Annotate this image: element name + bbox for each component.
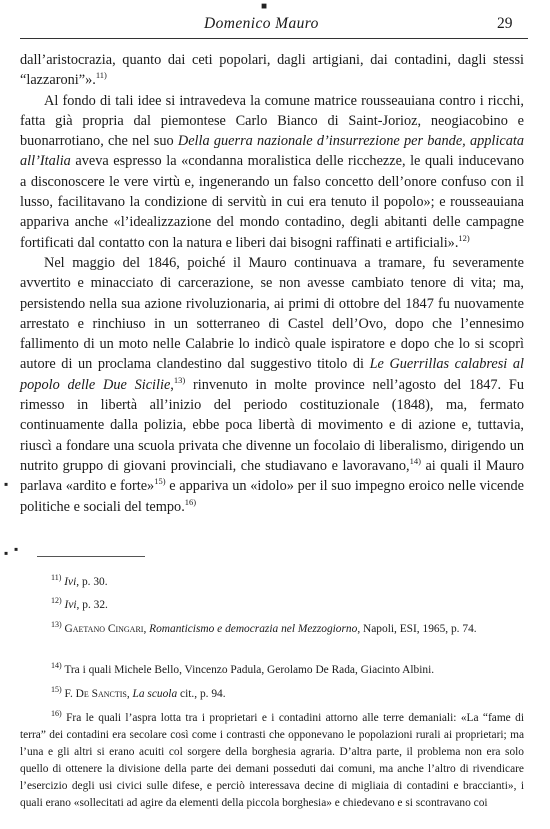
page-number: 29 [497, 15, 513, 32]
footnote-lead [20, 620, 62, 635]
text-run: e appariva un «idolo» per il suo impegno eroico nelle vicende politiche e sociali del tempo. [20, 478, 524, 515]
footnote-number: 12) [51, 596, 62, 606]
header-dot-mark: ■ [261, 1, 268, 12]
note-reference: 15) [154, 476, 166, 487]
text-run: Ivi [64, 599, 77, 611]
footnote-number: 13) [51, 620, 62, 630]
margin-bullet-mark: ▪ [14, 542, 19, 556]
footnote-11 [20, 574, 524, 591]
paragraph-2 [20, 91, 524, 253]
note-reference: 16) [184, 496, 197, 507]
text-run: Le Guerrillas calabresi al popolo delle Due Sicilie [20, 356, 524, 393]
text-run: , [143, 623, 150, 635]
running-head: Domenico Mauro [204, 15, 319, 32]
text-run: La scuola [132, 688, 178, 700]
body-text [20, 50, 524, 517]
text-run: , Napoli, ESI, 1965, p. 74. [357, 623, 477, 635]
footnote-number: 16) [51, 709, 62, 719]
footnote-lead [20, 709, 62, 724]
footnote-number: 11) [51, 573, 62, 583]
footnote-15 [20, 686, 524, 703]
text-run: dall’aristocrazia, quanto dai ceti popolari, dagli artigiani, dai contadini, dagli stessi “lazzaroni”». [20, 52, 524, 89]
text-run: , [170, 376, 174, 393]
footnote-12 [20, 597, 524, 614]
footnote-lead [20, 573, 62, 588]
text-run: Romanticismo e democrazia nel Mezzogiorno [149, 623, 358, 635]
header-rule [20, 38, 528, 39]
footnote-16 [20, 710, 524, 811]
note-reference: 14) [409, 456, 421, 467]
text-run: Fra le quali l’aspra lotta tra i proprietari e i contadini attorno alle terre demaniali: «La “fame di terra” dei contadini era secolare così come i contrasti che opponevano le popolazioni rurali ai proprietari; ma l’una e gli altri si erano acuiti col sorgere della borghesia agraria. D’altra parte, il problema non era solo quello di ottenere la divisione della parte dei demani posseduti dai comuni, ma anche l’altro di rivendicare l’esercizio degli usi civici sulle difese, e perciò interessava decine di migliaia di contadini e braccianti», i quali erano «sollecitati ad agire da elementi della piccola borghesia» e chiedevano e si scontravano coi [20, 712, 524, 809]
footnote-number: 14) [51, 661, 62, 671]
text-run: Ivi [64, 576, 77, 588]
text-run: Nel maggio del 1846, poiché il Mauro continuava a tramare, fu severamente avvertito e minacciato di carcerazione, se non avesse cambiato tenore di vita; ma, persistendo nella sua azione rivoluzionaria, ai primi di ottobre del 1847 fu nuovamente arrestato e rinchiuso in un sotterraneo di Castel dell’Ovo, dopo che l’ennesimo fallimento di un moto nelle Calabrie lo indicò quale ispiratore e dopo che lo si scoprì autore di un proclama clandestino dal suggestivo titolo di [20, 254, 524, 373]
footnote-13 [20, 621, 524, 638]
footnote-number: 15) [51, 685, 62, 695]
note-reference: 12) [458, 232, 470, 243]
text-run: Al fondo di tali idee si intravedeva la comune matrice rousseauiana contro i ricchi, fatta già propria dal piemontese Carlo Bianco di Saint-Jorioz, neogiacobino e buonarrotiano, che nel suo [20, 92, 524, 150]
note-reference: 13) [173, 374, 186, 385]
text-run: ai quali il Mauro parlava «ardito e forte» [20, 457, 524, 495]
footnote-14 [20, 662, 524, 679]
paragraph-3 [20, 253, 524, 517]
text-run: , p. 32. [76, 599, 108, 611]
footnote-lead [20, 596, 62, 611]
note-reference: 11) [95, 70, 107, 81]
footnote-lead [20, 661, 62, 676]
text-run: rinvenuto in molte province nell’agosto del 1847. Fu rimesso in libertà all’inizio del periodo costituzionale (1848), ma, fermato continuamente dalla polizia, ebbe poca libertà di movimento e di azione e, tuttavia, riuscì a fondare una scuola privata che divenne un focolaio di liberalismo, dirigendo un nutrito gruppo di giovani provinciali, che studiavano e lavoravano, [20, 376, 524, 474]
footnote-lead [20, 685, 62, 700]
text-run: cit., p. 94. [177, 688, 226, 700]
text-run: Tra i quali Michele Bello, Vincenzo Padula, Gerolamo De Rada, Giacinto Albini. [64, 664, 435, 676]
text-run: Gaetano Cingari [64, 623, 144, 635]
text-run: Della guerra nazionale d’insurrezione per bande, applicata all’Italia [20, 133, 524, 170]
text-run: aveva espresso la «condanna moralistica delle ricchezze, le quali inducevano a disconoscere le vere virtù e, ingenerando un falso concetto dell’onore confuso con il lusso, facilitavano la condizione di servitù in cui era tenuto il popolo»; e rousseauiana appariva anche «l’idealizzazione del mondo contadino, degli abitanti delle campagne fortificati dal contatto con la natura e liberi dai bisogni raffinati e artificiali». [20, 153, 524, 251]
paragraph-1 [20, 50, 524, 91]
text-run: , [126, 688, 133, 700]
margin-bullet-mark: ▪ [4, 477, 9, 491]
margin-bullet-mark: ▪ [4, 546, 9, 560]
text-run: , p. 30. [76, 576, 108, 588]
footnote-separator [37, 556, 145, 557]
text-run: F. De Sanctis [64, 688, 127, 700]
